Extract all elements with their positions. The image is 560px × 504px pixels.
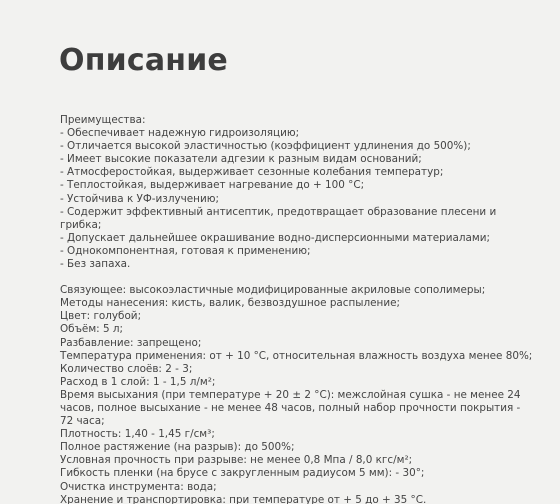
spec-application-temperature: Температура применения: от + 10 °С, относительная влажность воздуха менее 80%; xyxy=(60,349,533,362)
spec-tool-cleaning: Очистка инструмента: вода; xyxy=(60,480,217,493)
advantage-item: - Теплостойкая, выдерживает нагревание до + 100 °С; xyxy=(60,179,365,192)
spec-tensile-strength: Условная прочность при разрыве: не менее 0,8 Мпа / 8,0 кгс/м²; xyxy=(60,454,413,467)
spec-storage: Хранение и транспортировка: при температуре от + 5 до + 35 °С. xyxy=(60,493,427,504)
spec-volume: Объём: 5 л; xyxy=(60,323,124,336)
spec-dilution: Разбавление: запрещено; xyxy=(60,336,202,349)
spec-application-methods: Методы нанесения: кисть, валик, безвоздушное распыление; xyxy=(60,297,400,310)
advantage-item: - Имеет высокие показатели адгезии к разным видам оснований; xyxy=(60,153,422,166)
description-content xyxy=(60,114,533,504)
spec-layer-count: Количество слоёв: 2 - 3; xyxy=(60,362,193,375)
section-spacer xyxy=(60,271,530,284)
spec-density: Плотность: 1,40 - 1,45 г/см³; xyxy=(60,428,215,441)
advantage-item: - Допускает дальнейшее окрашивание водно-дисперсионными материалами; xyxy=(60,231,490,244)
spec-drying-time-continuation: часов, полное высыхание - не менее 48 часов, полный набор прочности покрытия - xyxy=(60,401,521,414)
advantage-item-continuation: грибка; xyxy=(60,218,102,231)
spec-consumption: Расход в 1 слой: 1 - 1,5 л/м²; xyxy=(60,375,216,388)
spec-elongation: Полное растяжение (на разрыв): до 500%; xyxy=(60,441,295,454)
advantages-heading: Преимущества: xyxy=(60,114,146,126)
spec-binder: Связующее: высокоэластичные модифицированные акриловые сополимеры; xyxy=(60,284,486,297)
page-title: Описание xyxy=(59,43,228,78)
advantage-item: - Содержит эффективный антисептик, предотвращает образование плесени и xyxy=(60,205,497,218)
spec-color: Цвет: голубой; xyxy=(60,310,142,323)
spec-drying-time-continuation: 72 часа; xyxy=(60,415,105,428)
advantage-item: - Однокомпонентная, готовая к применению; xyxy=(60,244,311,257)
advantage-item: - Атмосферостойкая, выдерживает сезонные колебания температур; xyxy=(60,166,444,179)
advantage-item: - Отличается высокой эластичностью (коэффициент удлинения до 500%); xyxy=(60,140,471,153)
spec-film-flexibility: Гибкость пленки (на брусе с закругленным радиусом 5 мм): - 30°; xyxy=(60,467,425,480)
advantage-item: - Без запаха. xyxy=(60,258,131,271)
advantage-item: - Обеспечивает надежную гидроизоляцию; xyxy=(60,127,300,140)
advantage-item: - Устойчива к УФ-излучению; xyxy=(60,192,219,205)
spec-drying-time: Время высыхания (при температуре + 20 ± 2 °С): межслойная сушка - не менее 24 xyxy=(60,388,521,401)
